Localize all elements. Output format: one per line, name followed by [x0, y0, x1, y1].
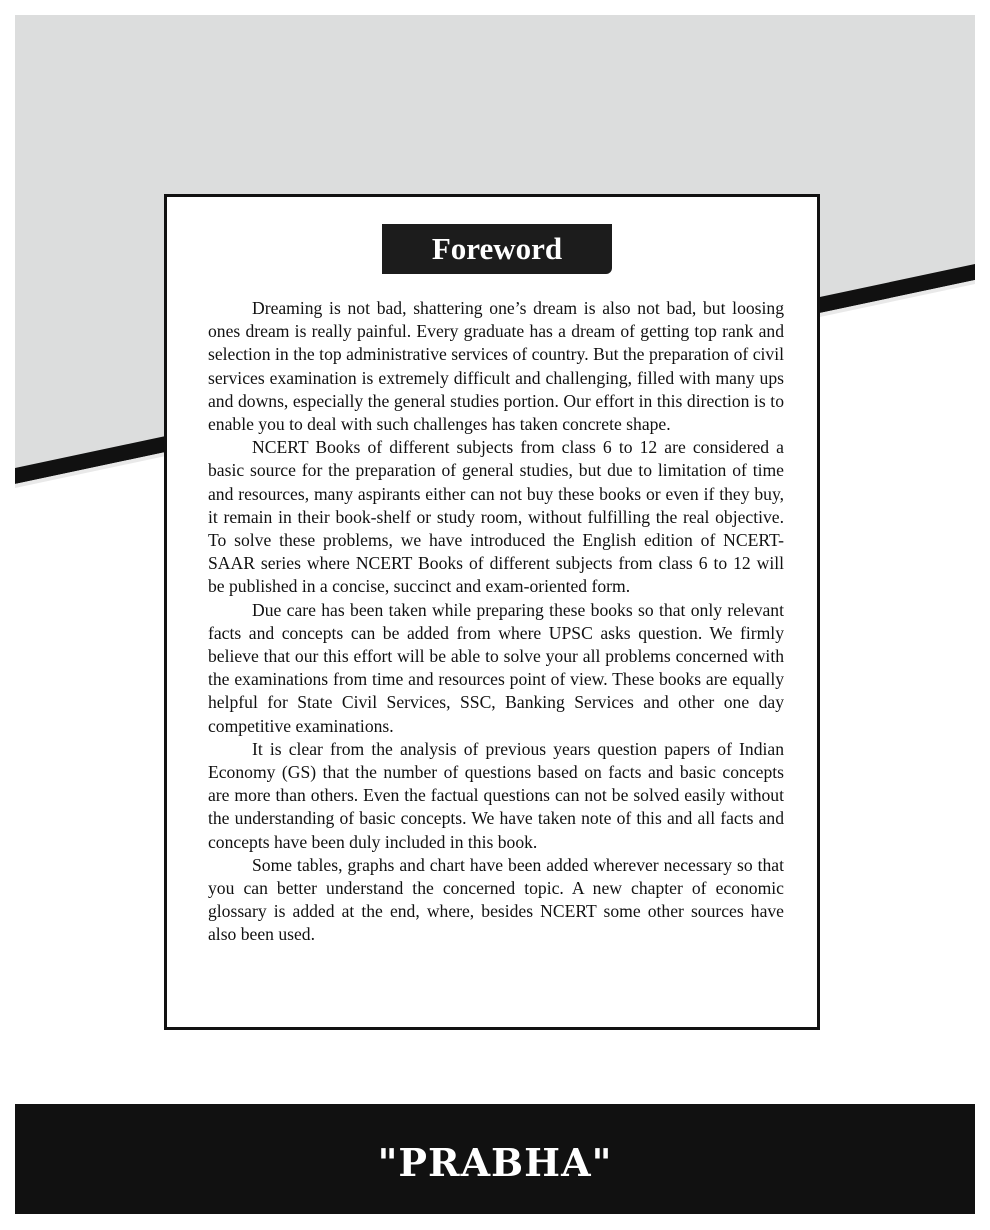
paragraph-3: Due care has been taken while preparing these books so that only relevant facts and concepts can be added from where UPSC asks question. We firmly believe that our this effort will be able to solve your all problems concerned with the examinations from time and resources point of view. These books are equally helpful for State Civil Services, SSC, Banking Services and other one day competitive examinations. [208, 599, 784, 736]
foreword-box [164, 194, 820, 1030]
foreword-title: Foreword [382, 224, 612, 274]
footer-bar [15, 1104, 975, 1214]
paragraph-2: NCERT Books of different subjects from class 6 to 12 are considered a basic source for the preparation of general studies, but due to limitation of time and resources, many aspirants either can not buy these books or even if they buy, it remain in their book-shelf or study room, without fulfilling the real objective. To solve these problems, we have introduced the English edition of NCERT-SAAR series where NCERT Books of different subjects from class 6 to 12 will be published in a concise, succinct and exam-oriented form. [208, 437, 784, 597]
paragraph-4: It is clear from the analysis of previous years question papers of Indian Economy (GS) that the number of questions based on facts and basic concepts are more than others. Even the factual questions can not be solved easily without the understanding of basic concepts. We have taken note of this and all facts and concepts have been duly included in this book. [208, 738, 784, 852]
paragraph-5: Some tables, graphs and chart have been added wherever necessary so that you can better understand the concerned topic. A new chapter of economic glossary is added at the end, where, besides NCERT some other sources have also been used. [208, 854, 784, 945]
paragraph-1: Dreaming is not bad, shattering one’s dream is also not bad, but loosing ones dream is really painful. Every graduate has a dream of getting top rank and selection in the top administrative services of country. But the preparation of civil services examination is extremely difficult and challenging, filled with many ups and downs, especially the general studies portion. Our effort in this direction is to enable you to deal with such challenges has taken concrete shape. [208, 298, 784, 435]
publisher-brand: "PRABHA" [377, 1140, 613, 1185]
foreword-body [208, 297, 784, 947]
